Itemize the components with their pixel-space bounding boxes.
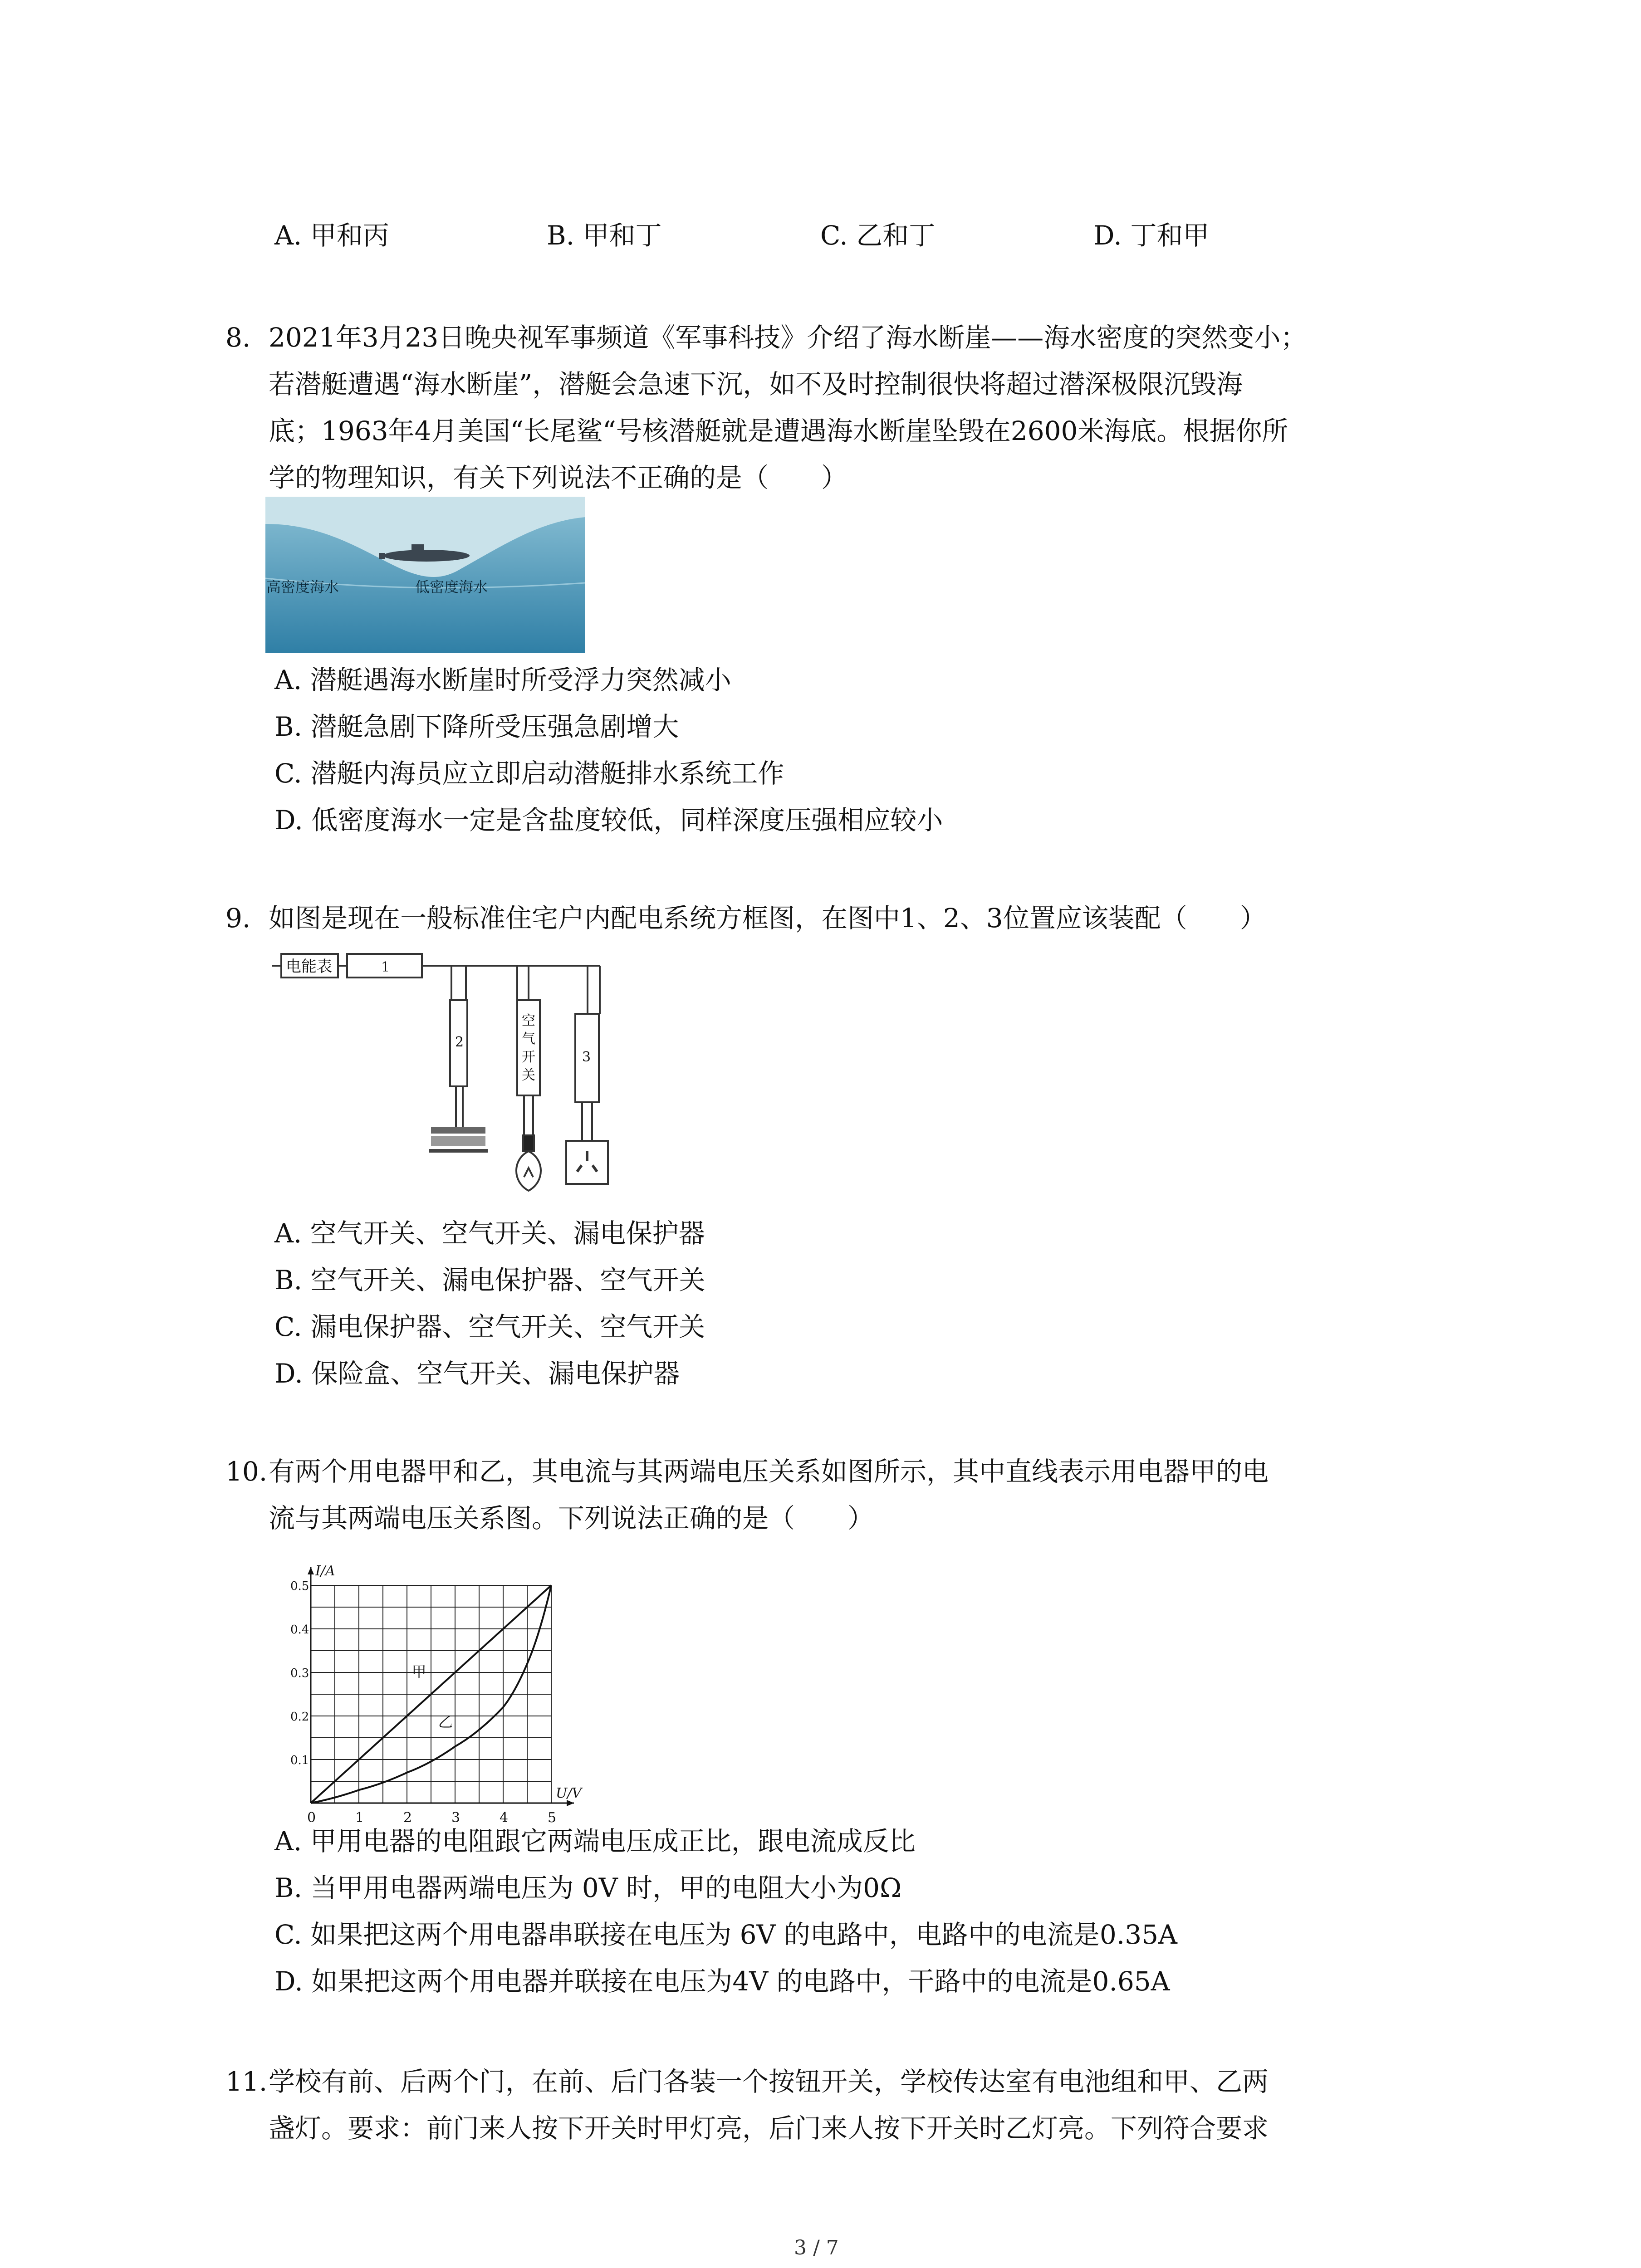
iu-chart: [290, 1542, 599, 1833]
x-tick-label: 2: [403, 1810, 412, 1826]
box-1-label: 1: [381, 959, 390, 975]
q9-option-d: D. 保险盒、空气开关、漏电保护器: [274, 1358, 680, 1389]
q7-option-d: D. 丁和甲: [1093, 220, 1210, 251]
q8-option-b: B. 潜艇急剧下降所受压强急剧增大: [274, 711, 679, 742]
question-text-line: 有两个用电器甲和乙，其电流与其两端电压关系如图所示，其中直线表示用电器甲的电: [269, 1456, 1269, 1487]
switch-label-4: 关: [522, 1068, 535, 1083]
page-number: 3 / 7: [794, 2236, 839, 2259]
x-tick-label: 0: [307, 1810, 316, 1826]
question-text-line: 若潜艇遭遇“海水断崖”，潜艇会急速下沉，如不及时控制很快将超过潜深极限沉毁海: [269, 369, 1243, 400]
x-tick-label: 5: [548, 1810, 557, 1826]
question-number: 11.: [225, 2066, 268, 2097]
q10-option-b: B. 当甲用电器两端电压为 0V 时，甲的电阻大小为0Ω: [274, 1872, 902, 1903]
q9-option-b: B. 空气开关、漏电保护器、空气开关: [274, 1265, 705, 1295]
question-text-line: 学的物理知识，有关下列说法不正确的是（ ）: [269, 462, 848, 493]
question-text-line: 如图是现在一般标准住宅户内配电系统方框图，在图中1、2、3位置应该装配（ ）: [269, 903, 1266, 934]
q7-option-c: C. 乙和丁: [820, 220, 936, 251]
x-tick-label: 3: [451, 1810, 460, 1826]
y-tick-label: 0.1: [290, 1754, 309, 1767]
series-label-jia: 甲: [411, 1663, 426, 1681]
y-tick-label: 0.3: [290, 1667, 309, 1680]
q10-option-c: C. 如果把这两个用电器串联接在电压为 6V 的电路中，电路中的电流是0.35A: [274, 1919, 1177, 1950]
question-number: 10.: [225, 1456, 268, 1487]
switch-label-1: 空: [522, 1013, 535, 1028]
q8-option-a: A. 潜艇遇海水断崖时所受浮力突然减小: [274, 665, 731, 695]
question-text-line: 2021年3月23日晚央视军事频道《军事科技》介绍了海水断崖——海水密度的突然变小；: [269, 322, 1307, 353]
question-text-line: 盏灯。要求：前门来人按下开关时甲灯亮，后门来人按下开关时乙灯亮。下列符合要求: [269, 2113, 1269, 2144]
figure-label-right: 低密度海水: [415, 579, 488, 595]
y-tick-label: 0.5: [290, 1579, 309, 1593]
q10-option-d: D. 如果把这两个用电器并联接在电压为4V 的电路中，干路中的电流是0.65A: [274, 1966, 1170, 1997]
y-tick-label: 0.2: [290, 1710, 309, 1724]
circuit-diagram: [272, 946, 610, 1209]
question-number: 9.: [225, 903, 251, 934]
q10-option-a: A. 甲用电器的电阻跟它两端电压成正比，跟电流成反比: [274, 1826, 916, 1857]
x-tick-label: 4: [500, 1810, 509, 1826]
q8-option-d: D. 低密度海水一定是含盐度较低，同样深度压强相应较小: [274, 805, 943, 836]
question-text-line: 学校有前、后两个门，在前、后门各装一个按钮开关，学校传达室有电池组和甲、乙两: [269, 2066, 1269, 2097]
series-label-yi: 乙: [438, 1713, 453, 1730]
switch-label-3: 开: [522, 1050, 535, 1065]
submarine-figure: [265, 497, 585, 653]
q8-option-c: C. 潜艇内海员应立即启动潜艇排水系统工作: [274, 758, 784, 789]
meter-label: 电能表: [286, 958, 332, 975]
q9-option-c: C. 漏电保护器、空气开关、空气开关: [274, 1311, 705, 1342]
box-3-label: 3: [582, 1049, 591, 1065]
y-tick-label: 0.4: [290, 1623, 309, 1637]
x-tick-label: 1: [355, 1810, 364, 1826]
q7-option-b: B. 甲和丁: [547, 220, 662, 251]
question-text-line: 底；1963年4月美国“长尾鲨“号核潜艇就是遭遇海水断崖坠毁在2600米海底。根据你所: [269, 415, 1288, 446]
q9-option-a: A. 空气开关、空气开关、漏电保护器: [274, 1218, 705, 1249]
x-axis-label: U/V: [556, 1785, 582, 1801]
question-text-line: 流与其两端电压关系图。下列说法正确的是（ ）: [269, 1503, 874, 1534]
light-bulb-icon: [516, 1135, 541, 1191]
figure-label-left: 高密度海水: [266, 579, 339, 595]
y-axis-label: I/A: [315, 1563, 335, 1579]
box-2-label: 2: [455, 1034, 464, 1050]
question-number: 8.: [225, 322, 251, 353]
y-axis-arrow: [308, 1567, 314, 1574]
q7-option-a: A. 甲和丙: [274, 220, 389, 251]
power-socket-icon: [566, 1141, 608, 1184]
appliance-icon: [429, 1127, 488, 1153]
switch-label-2: 气: [522, 1031, 535, 1046]
